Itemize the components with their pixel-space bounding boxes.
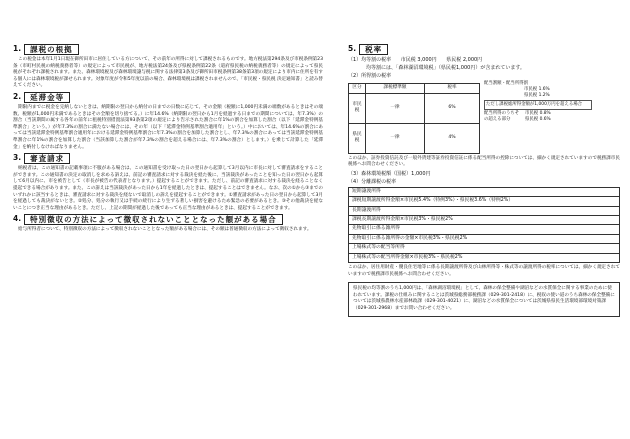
box-body: 先物取引に係る雑所得の金額×市民税3%・県民税2% [348,234,620,243]
section-1-header [13,44,323,55]
box-body: 課税短期譲渡所得金額×市民税5.4%（特例3%）・県民税3.6%（特例2%） [348,196,620,205]
dividend-condition: ただし課税総所得金額が1,000万円を超える場合 [484,100,592,110]
left-column [13,44,323,236]
section-number: 5. [348,44,357,54]
dividend-note: このほか、証券投資信託及び一般外貨建等証券投資信託に係る配当所得の控除については、細かく規定されていますので税務課市民税係へお問合わせください。 [348,155,620,168]
table-header: 区分 [349,84,366,94]
box-head: 先物取引に係る雑所得 [348,224,620,233]
section-title: 課税の根拠 [24,44,79,55]
section-4-header [13,214,323,225]
section-title: 特別徴収の方法によって徴収されないこととなった額がある場合 [24,214,283,225]
rate-area [348,81,620,156]
forest-lake-tax-notice: 県民税の均等割のうち1,000円は、「森林湖沼環境税」として、森林の保全整備や湖沼などの水質保全に関する事業のために使われています。課税の仕組みに関することは茨城県総務部税務課（029-301-2418）に、税収の使い道のうち森林の保全整備については茨城県農林水産部林政課（029-301-4021）に、湖沼などの水質保全については茨城県県民生活環境部環境対策課（029-301-2968）までお問い合わせください。 [348,282,620,316]
section-title: 延滞金等 [24,92,70,103]
table-cell: 市民税 [349,93,366,123]
section-title: 審査請求 [24,153,70,164]
dividend-city-rate: 市民税 1.6% [524,87,550,92]
box-head: 短期譲渡所得 [348,187,620,196]
section-number: 1. [13,44,22,54]
section-4-body: 給与所得者について、特別徴収の方法によって徴収されないこととなった額がある場合には、その額は普通徴収の方法によって徴収されます。 [18,227,312,233]
dividend-pref-rate: 県民税 1.2% [524,93,550,98]
section-5-header [348,44,620,55]
table-cell: 一律 [366,93,425,123]
forest-env-tax-line: （3）森林環境税額（国税）1,000円 [348,170,431,177]
dividend-city-rate-2: 市民税 0.8% [525,111,551,116]
separate-tax-note: このほか、居住用財産・優良住宅地等に係る長期譲渡所得及び山林所得等・株式等の譲渡所得の税率については、細かく規定されていますので税務課市民税係へお問合わせください。 [348,265,620,277]
section-1-body: この税金は本年1月1日現在御所田市に居住している方について、その前年の所得に対して課税されるものです。地方税法第294条及び市税条例第23条（市町村民税の納税義務者等）の規定によって市民税が、地方税法第24条及び県税条例第22条（道府県民税の納税義務者等）の規定によって県民税がそれぞれ課税されます。また、森林環境税及び森林環境譲与税に関する法律第3条及び御所田市税条例第38条第3項の規定により市内に住所を有する個人には森林環境税が課せられます。対象年度が令和5年度以前の場合、森林環境税は課税されませんので、「市民税・県民税 決定通知書」と読み替えてください。 [13,57,323,89]
box-head: 長期譲渡所得 [348,206,620,215]
table-cell: 一律 [366,123,425,153]
income-rate-table [348,83,480,154]
table-cell: 県民税 [349,123,366,153]
table-header: 課税標準額 [366,84,425,94]
income-rate-label: （2）所得割の税率 [348,73,392,79]
flat-rate-line [348,57,620,64]
section-3-body: 納税者は、この通知書の記載事項に不服がある場合は、この通知書を受け取った日の翌日から起算して3月以内に市長に対して審査請求をすることができます。この通知書の決定の取消しを求める訴えは、前記の審査請求に対する裁決を経た後に、当該裁決があったことを知った日の翌日から起算して6月以内に、市を被告として（市長が被告の代表者となります。）提起することができます。ただし、前記の審査請求に対する裁決を経ることなく提起できる場合があります。また、この訴えは当該裁決があった日から1年を経過したときは、提起することはできません。なお、次の①から③までのいずれかに該当するときは、審査請求に対する裁決を経ないで取消しの訴えを提起することができます。①審査請求があった日の翌日から起算して3月を経過しても裁決がないとき。②処分、処分の執行又は手続の続行により生ずる著しい損害を避けるため緊急の必要があるとき。③その他裁決を経ないことにつき正当な理由があるとき。ただし、上記の期間が経過した後であっても正当な理由があるときは、提起することができます。 [13,166,323,211]
section-3-header [13,153,323,164]
table-cell: 4% [425,123,480,153]
table-header: 税率 [425,84,480,94]
section-title: 税率 [359,44,388,55]
section-number: 2. [13,92,22,102]
right-column [348,44,620,317]
flat-rate-label: （1）均等割の税率 [348,57,392,63]
dividend-pref-rate-2: 県民税 0.6% [525,117,551,122]
section-2-body: 期限内までに税金を完納しないときは、納期限の翌日から納付の日までの日数に応じて、その金額（税額に1,000円未満の端数があるときはその端数、税額が1,000円未満であるときはその全額を切り捨てる。）に年14.6%（納期限の翌日から1月を経過する日までの期間については、年7.3%）の割合（当該期間の属する各年の前年に租税特別措置法第93条第2項の規定により告示された割合に年1%の割合を加算した割合（以下「延滞金特例基準割合」という。）が年7.3%の割合に満たない場合には、その年（以下「延滞金特例基準割合適用年」という。）中においては、年14.6%の割合にあっては当該延滞金特例基準割合適用年における延滞金特例基準割合に年7.3%の割合を加算した割合とし、年7.3%の割合にあっては当該延滞金特例基準割合に年1%の割合を加算した割合（当該加算した割合が年7.3%の割合を超える場合には、年7.3%の割合）とします。）を乗じて計算した「延滞金」を納付しなければなりません。 [13,104,323,150]
dividend-excess-label: 配当所得のうちその超える部分 [484,111,520,122]
box-body: 課税長期譲渡所得金額×市民税3%・県民税2% [348,215,620,224]
separate-tax-label: （4）分離課税の税率 [348,178,397,185]
forest-tax-note: 均等割には、「森林湖沼環境税」（県民税1,000円）が含まれています。 [366,65,525,71]
section-number: 4. [13,214,22,224]
section-number: 3. [13,153,22,163]
flat-rate-pref: 県民税 2,000円 [446,57,483,63]
box-head: 上場株式等の配当等所得 [348,243,620,252]
flat-rate-city: 市民税 3,000円 [400,57,437,63]
box-body: 上場株式等の配当所得金額×市民税3%・県民税2% [348,253,620,263]
table-cell: 6% [425,93,480,123]
dividend-rates [484,81,592,123]
separate-tax-boxes [348,187,620,263]
dividend-title: 配当割額・配当所得割 [484,81,528,86]
section-2-header [13,92,323,103]
